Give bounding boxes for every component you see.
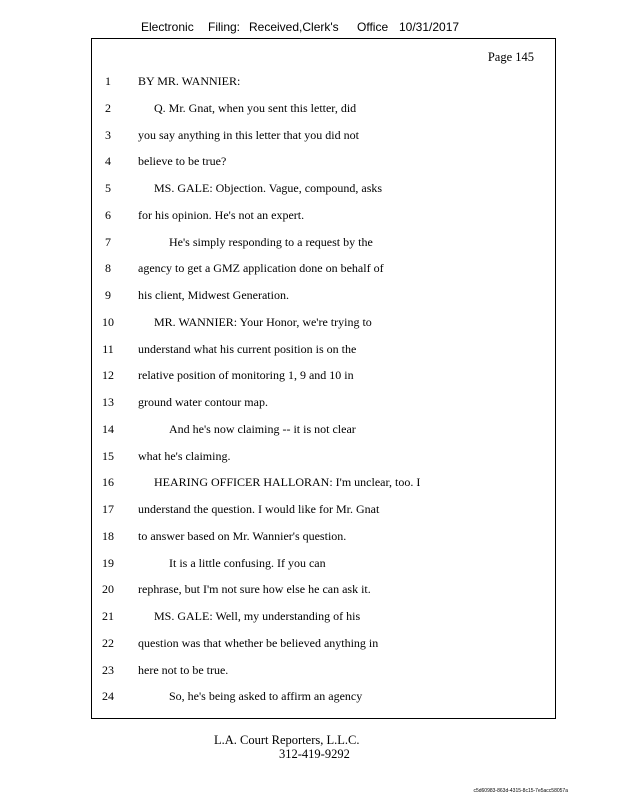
line-number: 24 <box>102 689 114 704</box>
page-number: Page 145 <box>487 50 534 64</box>
line-text: his client, Midwest Generation. <box>138 288 289 302</box>
line-number: 16 <box>102 475 114 490</box>
line-number: 13 <box>102 395 114 409</box>
transcript-line <box>0 527 618 554</box>
filing-stamp-word-office: Office <box>357 20 389 34</box>
line-text: what he's claiming. <box>138 448 231 463</box>
filing-stamp-word-received: Received,Clerk's <box>249 20 339 34</box>
line-text: It is a little confusing. If you can <box>169 555 326 570</box>
line-number: 1 <box>105 74 111 88</box>
transcript-line <box>0 687 618 714</box>
line-number: 11 <box>102 341 114 356</box>
transcript-line <box>0 447 618 474</box>
filing-stamp-word-filing: Filing: <box>208 20 241 34</box>
line-number: 6 <box>105 207 111 222</box>
reporter-company-name: L.A. Court Reporters, L.L.C. <box>214 733 360 747</box>
transcript-line <box>0 99 618 126</box>
line-number: 20 <box>102 582 114 597</box>
line-text: HEARING OFFICER HALLORAN: I'm unclear, too. I <box>154 475 421 490</box>
line-text: BY MR. WANNIER: <box>138 74 241 88</box>
line-number: 7 <box>105 234 111 249</box>
line-number: 15 <box>102 448 114 463</box>
transcript-line <box>0 420 618 447</box>
line-text: to answer based on Mr. Wannier's question. <box>138 528 347 543</box>
line-number: 9 <box>105 288 111 302</box>
transcript-line <box>0 393 618 420</box>
line-number: 17 <box>102 502 114 516</box>
transcript-line <box>0 313 618 340</box>
line-number: 3 <box>105 127 111 142</box>
transcript-line <box>0 634 618 661</box>
transcript-line <box>0 126 618 153</box>
transcript-line <box>0 179 618 206</box>
transcript-line <box>0 580 618 607</box>
line-text: MS. GALE: Well, my understanding of his <box>154 609 361 623</box>
line-text: understand the question. I would like for Mr. Gnat <box>138 502 380 516</box>
line-number: 19 <box>102 555 114 570</box>
line-text: here not to be true. <box>138 662 229 677</box>
line-number: 8 <box>105 261 111 276</box>
line-text: He's simply responding to a request by the <box>169 234 373 249</box>
filing-stamp-date: 10/31/2017 <box>399 20 460 34</box>
transcript-line <box>0 661 618 688</box>
line-text: MS. GALE: Objection. Vague, compound, asks <box>154 181 383 195</box>
line-number: 18 <box>102 528 114 543</box>
line-text: question was that whether be believed anything in <box>138 635 379 650</box>
transcript-line <box>0 607 618 634</box>
line-number: 23 <box>102 662 114 677</box>
transcript-line <box>0 473 618 500</box>
reporter-phone-number: 312-419-9292 <box>279 747 350 761</box>
transcript-line <box>0 554 618 581</box>
line-text: MR. WANNIER: Your Honor, we're trying to <box>154 314 372 329</box>
line-number: 22 <box>102 635 114 650</box>
line-text: you say anything in this letter that you did not <box>138 127 359 142</box>
transcript-line <box>0 152 618 179</box>
transcript-line <box>0 72 618 99</box>
line-number: 5 <box>105 181 111 195</box>
transcript-line <box>0 340 618 367</box>
transcript-line <box>0 206 618 233</box>
transcript-line <box>0 500 618 527</box>
line-number: 10 <box>102 314 114 329</box>
transcript-lines <box>0 72 618 714</box>
line-number: 4 <box>105 154 111 169</box>
filing-stamp-word-electronic: Electronic <box>141 20 194 34</box>
document-hash: c5d60983-863d-4315-8c15-7e5acc58057a <box>473 788 568 794</box>
line-number: 14 <box>102 421 114 436</box>
line-text: rephrase, but I'm not sure how else he can ask it. <box>138 582 371 597</box>
line-number: 2 <box>105 100 111 115</box>
transcript-line <box>0 286 618 313</box>
line-text: believe to be true? <box>138 154 227 169</box>
line-text: Q. Mr. Gnat, when you sent this letter, did <box>154 100 357 115</box>
line-number: 12 <box>102 368 114 383</box>
line-text: So, he's being asked to affirm an agency <box>169 689 363 704</box>
transcript-line <box>0 259 618 286</box>
line-text: ground water contour map. <box>138 395 268 409</box>
line-text: understand what his current position is on the <box>138 341 357 356</box>
line-text: And he's now claiming -- it is not clear <box>169 421 356 436</box>
transcript-line <box>0 233 618 260</box>
transcript-line <box>0 366 618 393</box>
line-text: agency to get a GMZ application done on behalf of <box>138 261 384 276</box>
line-number: 21 <box>102 609 114 623</box>
line-text: for his opinion. He's not an expert. <box>138 207 305 222</box>
line-text: relative position of monitoring 1, 9 and 10 in <box>138 368 354 383</box>
